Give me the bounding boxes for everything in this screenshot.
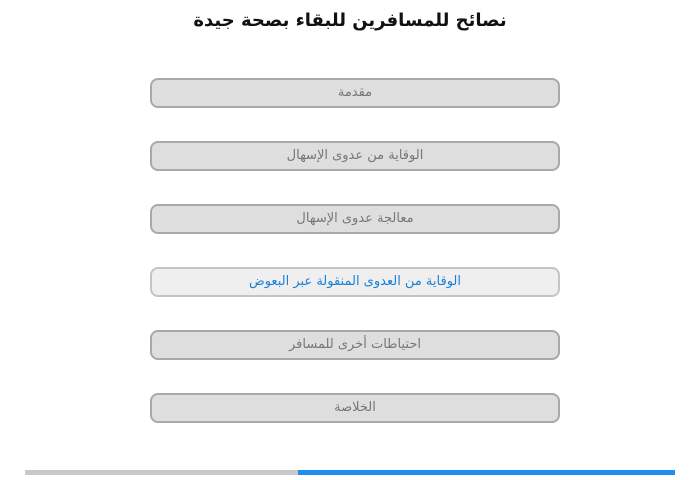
menu-item-introduction[interactable]: مقدمة bbox=[150, 78, 560, 108]
progress-bar bbox=[25, 470, 675, 475]
menu-item-mosquito-prevention[interactable]: الوقاية من العدوى المنقولة عبر البعوض bbox=[150, 267, 560, 297]
progress-bar-fill bbox=[298, 470, 675, 475]
menu-item-other-precautions[interactable]: احتياطات أخرى للمسافر bbox=[150, 330, 560, 360]
menu-item-prevent-diarrhea[interactable]: الوقاية من عدوى الإسهال bbox=[150, 141, 560, 171]
menu-item-summary[interactable]: الخلاصة bbox=[150, 393, 560, 423]
page-title: نصائح للمسافرين للبقاء بصحة جيدة bbox=[193, 10, 507, 31]
menu-item-treat-diarrhea[interactable]: معالجة عدوى الإسهال bbox=[150, 204, 560, 234]
topic-menu bbox=[150, 78, 560, 456]
